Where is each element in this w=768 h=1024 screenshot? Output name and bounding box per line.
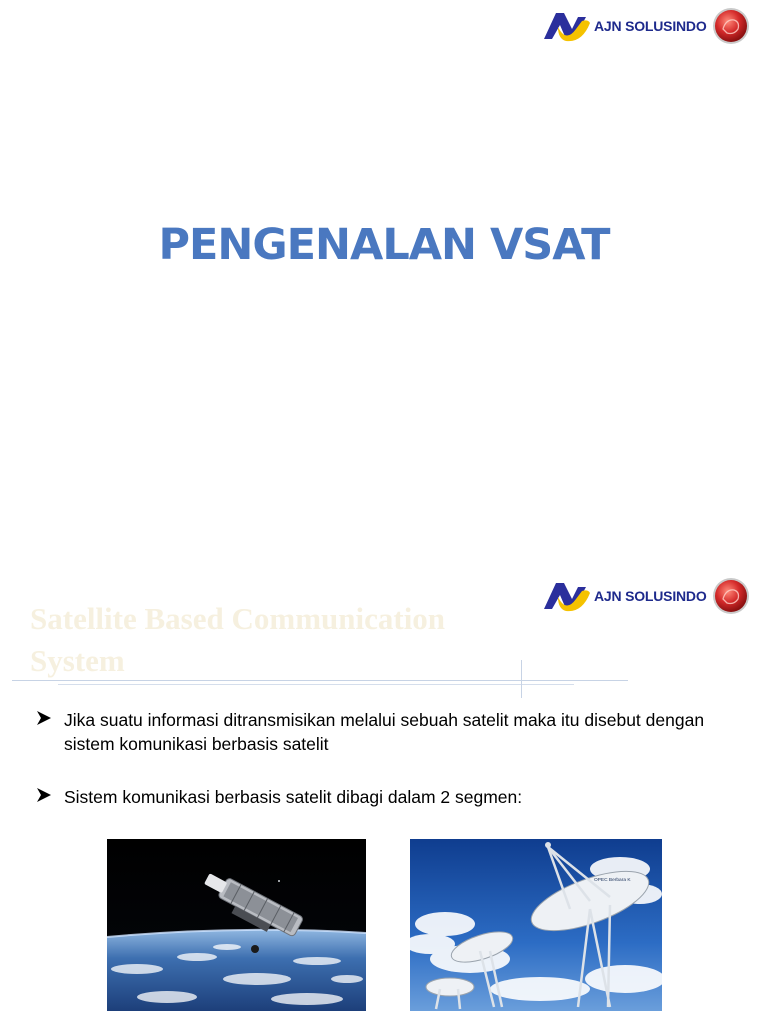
arrow-bullet-icon <box>36 709 52 727</box>
company-logo <box>542 6 752 48</box>
company-name: AJN SOLUSINDO <box>594 588 707 604</box>
satellite-dish-array-photo <box>410 839 662 1011</box>
satellite-in-orbit-photo <box>107 839 366 1011</box>
title-divider <box>12 680 628 681</box>
bullet-item <box>36 785 716 811</box>
ajn-logo-mark-icon <box>542 9 592 43</box>
red-seal-badge-icon <box>712 577 750 615</box>
red-seal-badge-icon <box>712 7 750 45</box>
company-logo <box>542 576 752 618</box>
bullet-text: Jika suatu informasi ditransmisikan melalui sebuah satelit maka itu disebut dengan sistem komunikasi berbasis satelit <box>64 710 705 754</box>
ajn-logo-mark-icon <box>542 579 592 613</box>
title-divider-vertical <box>521 660 522 698</box>
company-name: AJN SOLUSINDO <box>594 18 707 34</box>
title-divider <box>58 684 574 685</box>
slide-title: Satellite Based Communication System <box>30 601 446 678</box>
content-slide <box>0 512 768 1024</box>
arrow-bullet-icon <box>36 786 52 804</box>
slide-title: PENGENALAN VSAT <box>158 220 610 270</box>
dish-caption: OPEC Berbara K <box>594 878 631 883</box>
bullet-text: Sistem komunikasi berbasis satelit dibagi dalam 2 segmen: <box>64 787 523 807</box>
bullet-item <box>36 708 716 758</box>
